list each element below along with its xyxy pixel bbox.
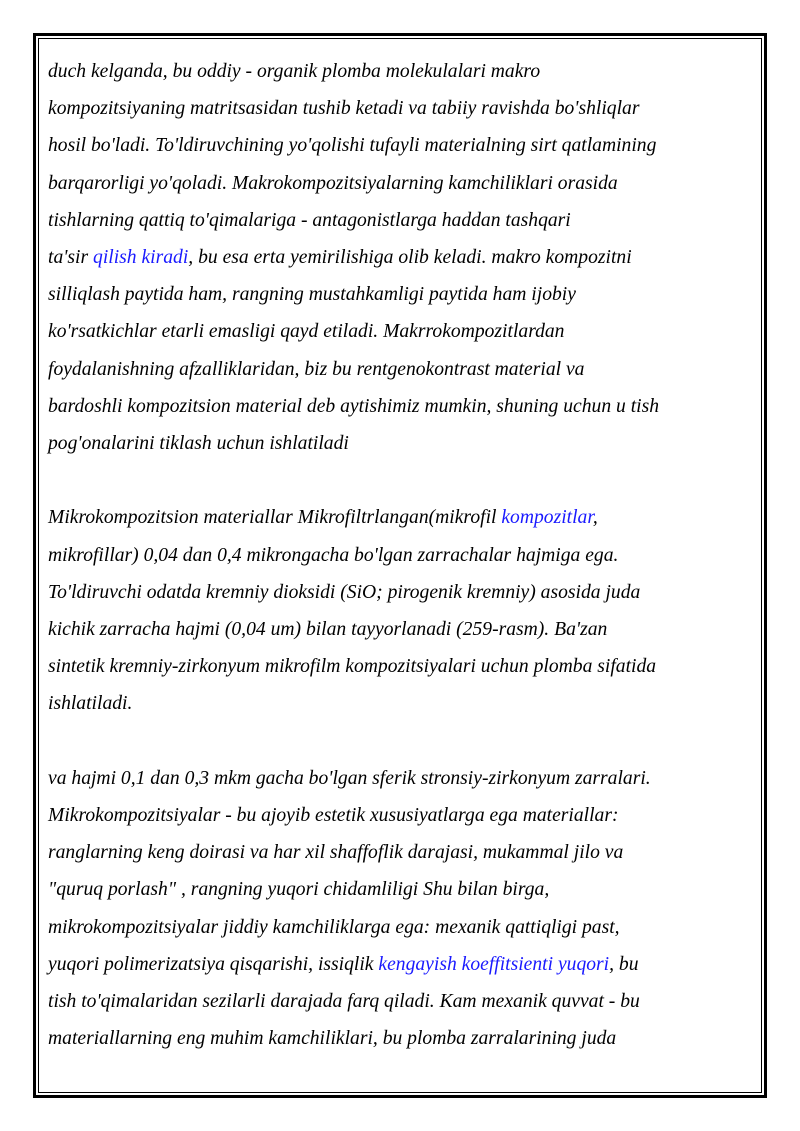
paragraph-2 [48, 499, 748, 722]
text-fragment: , bu [609, 953, 639, 975]
document-body [48, 53, 748, 1057]
text-fragment: , bu esa erta yemirilishiga olib keladi. makro kompozitni [188, 247, 632, 269]
text-line: bardoshli kompozitsion material deb aytishimiz mumkin, shuning uchun u tish [48, 395, 660, 417]
text-line: va hajmi 0,1 dan 0,3 mkm gacha bo'lgan sferik stronsiy-zirkonyum zarralari. [48, 767, 651, 789]
text-line [48, 946, 748, 983]
text-line: foydalanishning afzalliklaridan, biz bu rentgenokontrast material va [48, 358, 585, 380]
text-line: mikrofillar) 0,04 dan 0,4 mikrongacha bo'lgan zarrachalar hajmiga ega. [48, 544, 619, 566]
hyperlink-kompozitlar[interactable]: kompozitlar [501, 507, 593, 529]
text-line: ishlatiladi. [48, 693, 133, 715]
text-line: silliqlash paytida ham, rangning mustahkamligi paytida ham ijobiy [48, 284, 576, 306]
text-line: sintetik kremniy-zirkonyum mikrofilm kompozitsiyalari uchun plomba sifatida [48, 656, 657, 678]
text-line: hosil bo'ladi. To'ldiruvchining yo'qolishi tufayli materialning sirt qatlamining [48, 135, 657, 157]
text-line: tish to'qimalaridan sezilarli darajada farq qiladi. Kam mexanik quvvat - bu [48, 991, 640, 1013]
paragraph-spacer [48, 462, 748, 499]
text-line: ko'rsatkichlar etarli emasligi qayd etiladi. Makrrokompozitlardan [48, 321, 565, 343]
paragraph-spacer [48, 723, 748, 760]
text-line: kichik zarracha hajmi (0,04 um) bilan tayyorlanadi (259-rasm). Ba'zan [48, 619, 608, 641]
paragraph-1 [48, 53, 748, 462]
text-line: duch kelganda, bu oddiy - organik plomba molekulalari makro [48, 61, 541, 82]
hyperlink-kengayish-koeffitsienti-yuqori[interactable]: kengayish koeffitsienti yuqori [378, 953, 610, 975]
text-fragment: Mikrokompozitsion materiallar Mikrofiltrlangan(mikrofil [48, 507, 502, 529]
text-line: Mikrokompozitsiyalar - bu ajoyib estetik xususiyatlarga ega materiallar: [48, 805, 619, 827]
text-fragment: ta'sir [48, 247, 94, 269]
text-fragment: , [592, 507, 598, 529]
text-line: materiallarning eng muhim kamchiliklari, bu plomba zarralarining juda [48, 1028, 617, 1050]
text-line: pog'onalarini tiklash uchun ishlatiladi [48, 433, 349, 455]
text-line: barqarorligi yo'qoladi. Makrokompozitsiyalarning kamchiliklari orasida [48, 172, 618, 194]
text-line: To'ldiruvchi odatda kremniy dioksidi (SiO; pirogenik kremniy) asosida juda [48, 581, 641, 603]
text-line: "quruq porlash" , rangning yuqori chidamliligi Shu bilan birga, [48, 879, 550, 901]
text-line [48, 239, 748, 276]
text-line: ranglarning keng doirasi va har xil shaffoflik darajasi, mukammal jilo va [48, 842, 624, 864]
text-fragment: yuqori polimerizatsiya qisqarishi, issiqlik [48, 953, 379, 975]
text-line: kompozitsiyaning matritsasidan tushib ketadi va tabiiy ravishda bo'shliqlar [48, 98, 640, 120]
paragraph-3 [48, 760, 748, 1058]
hyperlink-qilish-kiradi[interactable]: qilish kiradi [93, 247, 189, 269]
text-line [48, 499, 748, 536]
text-line: tishlarning qattiq to'qimalariga - antagonistlarga haddan tashqari [48, 209, 571, 231]
text-line: mikrokompozitsiyalar jiddiy kamchiliklarga ega: mexanik qattiqligi past, [48, 916, 620, 938]
